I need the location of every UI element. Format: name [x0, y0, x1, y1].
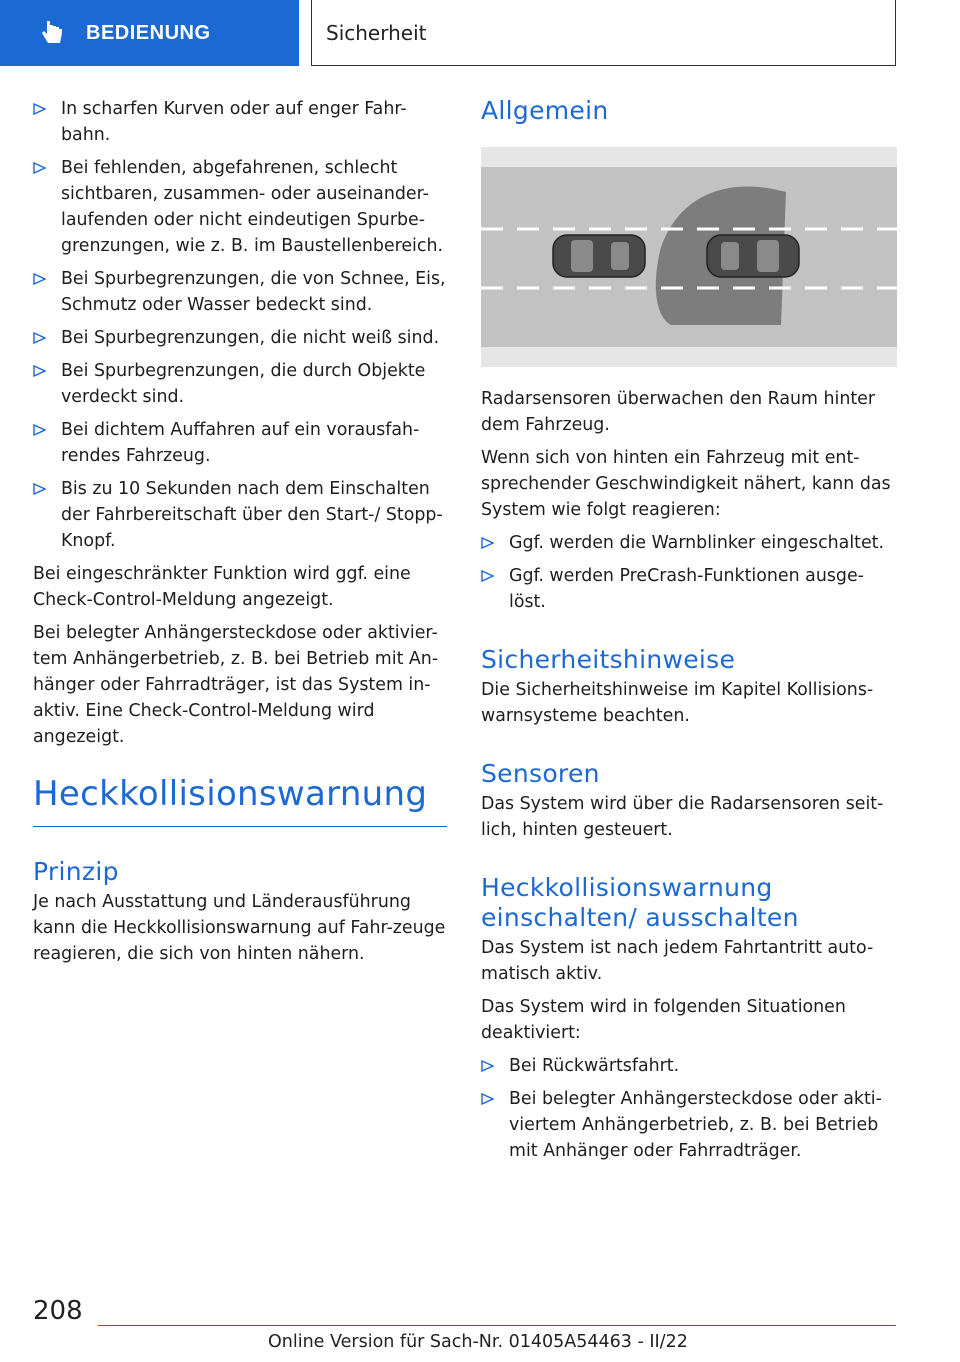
- list-item: In scharfen Kurven oder auf enger Fahr-bahn.: [33, 96, 447, 148]
- triangle-right-icon: [33, 424, 46, 436]
- paragraph-reaction: Wenn sich von hinten ein Fahrzeug mit ent-sprechender Geschwindigkeit nähert, kann das System wie folgt reagieren:: [481, 448, 891, 520]
- paragraph-check-control: Bei eingeschränkter Funktion wird ggf. eine Check-Control-Meldung angezeigt.: [33, 564, 411, 610]
- left-column: [33, 96, 447, 974]
- heading-sensoren: Sensoren: [481, 759, 600, 788]
- section-tab: [0, 0, 299, 66]
- list-item: Bei Spurbegrenzungen, die nicht weiß sind.: [33, 325, 447, 351]
- heading-einschalten: Heckkollisionswarnung einschalten/ ausschalten: [481, 873, 799, 932]
- heading-heckkollisionswarnung: Heckkollisionswarnung: [33, 774, 447, 827]
- car-rear-icon: [553, 235, 645, 277]
- triangle-right-icon: [481, 1093, 494, 1105]
- list-item: Bei Spurbegrenzungen, die von Schnee, Eis, Schmutz oder Wasser bedeckt sind.: [33, 266, 447, 318]
- triangle-right-icon: [481, 1060, 494, 1072]
- paragraph-sensoren: Das System wird über die Radarsensoren seit-lich, hinten gesteuert.: [481, 794, 884, 840]
- paragraph-trailer: Bei belegter Anhängersteckdose oder aktivier-tem Anhängerbetrieb, z. B. bei Betrieb mit An-hänger oder Fahrradträger, ist das System in-aktiv. Eine Check-Control-Meldung wird angezeigt.: [33, 623, 439, 747]
- list-item: Bis zu 10 Sekunden nach dem Einschalten der Fahrbereitschaft über den Start-/ Stopp-Knopf.: [33, 476, 447, 554]
- car-front-icon: [707, 235, 799, 277]
- triangle-right-icon: [33, 103, 46, 115]
- deactivation-list: [481, 1053, 897, 1164]
- reaction-list: [481, 530, 897, 615]
- paragraph-sicherheitshinweise: Die Sicherheitshinweise im Kapitel Kollisions-warnsysteme beachten.: [481, 680, 874, 726]
- hand-pointer-icon: [38, 19, 66, 47]
- list-item: Bei fehlenden, abgefahrenen, schlecht sichtbaren, zusammen- oder auseinander-laufenden oder nicht eindeutigen Spurbe-grenzungen, wie z. B. im Baustellenbereich.: [33, 155, 447, 259]
- triangle-right-icon: [33, 483, 46, 495]
- triangle-right-icon: [33, 162, 46, 174]
- triangle-right-icon: [33, 332, 46, 344]
- footer-text: Online Version für Sach-Nr. 01405A54463 - II/22: [268, 1332, 688, 1352]
- triangle-right-icon: [481, 537, 494, 549]
- list-item: Bei dichtem Auffahren auf ein vorausfah-rendes Fahrzeug.: [33, 417, 447, 469]
- paragraph-deaktiviert: Das System wird in folgenden Situationen deaktiviert:: [481, 997, 846, 1043]
- paragraph-auto-aktiv: Das System ist nach jedem Fahrtantritt auto-matisch aktiv.: [481, 938, 874, 984]
- heading-prinzip: Prinzip: [33, 857, 119, 886]
- list-item: Bei Rückwärtsfahrt.: [481, 1053, 897, 1079]
- triangle-right-icon: [481, 570, 494, 582]
- heading-allgemein: Allgemein: [481, 96, 609, 125]
- chapter-title: Sicherheit: [326, 20, 427, 45]
- limitations-list: [33, 96, 447, 554]
- paragraph-radar: Radarsensoren überwachen den Raum hinter dem Fahrzeug.: [481, 389, 876, 435]
- page-number: 208: [33, 1296, 83, 1326]
- chapter-box: [311, 0, 896, 66]
- rear-collision-illustration: [481, 147, 897, 367]
- list-item: Bei belegter Anhängersteckdose oder akti-viertem Anhängerbetrieb, z. B. bei Betrieb mit Anhänger oder Fahrradträger.: [481, 1086, 897, 1164]
- heading-sicherheitshinweise: Sicherheitshinweise: [481, 645, 736, 674]
- triangle-right-icon: [33, 365, 46, 377]
- triangle-right-icon: [33, 273, 46, 285]
- list-item: Ggf. werden die Warnblinker eingeschaltet.: [481, 530, 897, 556]
- footer-divider: [98, 1325, 896, 1326]
- list-item: Ggf. werden PreCrash-Funktionen ausge-löst.: [481, 563, 897, 615]
- paragraph-prinzip: Je nach Ausstattung und Länderausführung kann die Heckkollisionswarnung auf Fahr-zeuge reagieren, die sich von hinten nähern.: [33, 892, 446, 964]
- right-column: [481, 96, 897, 1171]
- list-item: Bei Spurbegrenzungen, die durch Objekte verdeckt sind.: [33, 358, 447, 410]
- section-title: BEDIENUNG: [86, 21, 211, 44]
